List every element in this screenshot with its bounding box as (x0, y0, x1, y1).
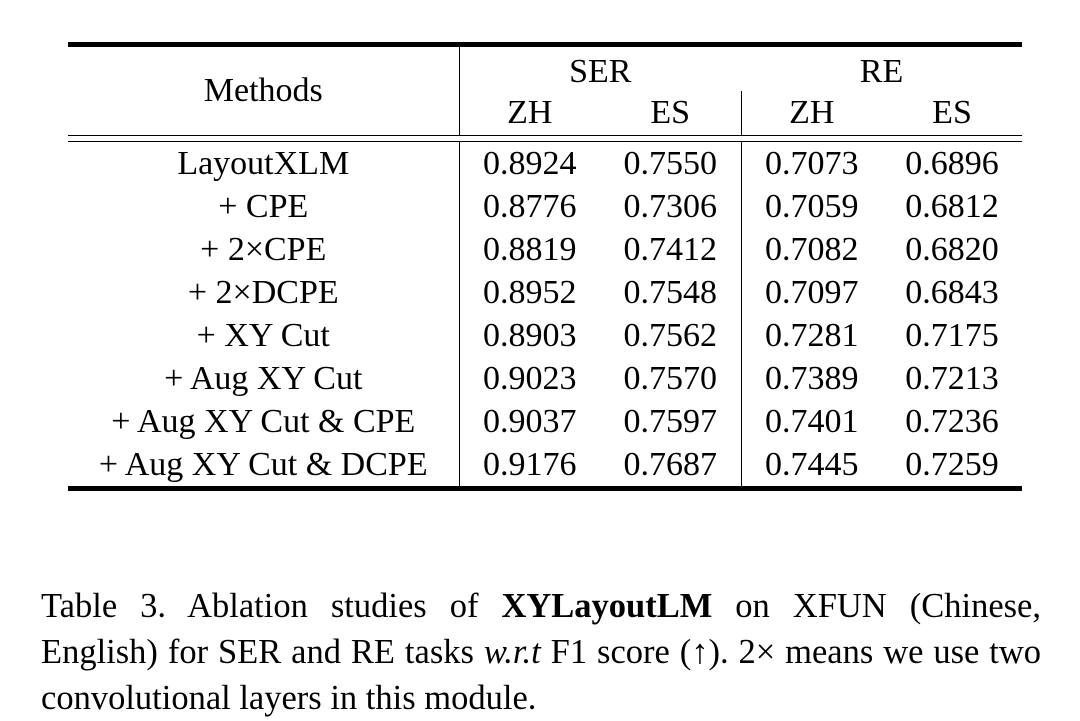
caption-wrt: w.r.t (483, 632, 541, 671)
score-cell: 0.7401 (741, 400, 882, 443)
caption-model-name: XYLayoutLM (501, 586, 713, 625)
score-cell: 0.7445 (741, 443, 882, 486)
method-cell: + 2×DCPE (187, 274, 339, 311)
score-cell: 0.7213 (905, 360, 999, 397)
score-cell: 0.6820 (905, 231, 999, 268)
score-cell: 0.6896 (905, 145, 999, 182)
score-cell: 0.7059 (741, 185, 882, 228)
score-cell: 0.8819 (459, 228, 600, 271)
re-zh-header: ZH (741, 91, 882, 135)
score-cell: 0.7175 (905, 317, 999, 354)
results-table (68, 47, 1022, 135)
score-cell: 0.6812 (905, 188, 999, 225)
score-cell: 0.8924 (459, 142, 600, 185)
table-row (68, 142, 1022, 185)
score-cell: 0.7548 (623, 274, 717, 311)
ablation-table (68, 42, 1022, 491)
re-es-header: ES (932, 94, 972, 131)
table-caption (41, 583, 1041, 721)
table-row (68, 185, 1022, 228)
score-cell: 0.7306 (623, 188, 717, 225)
score-cell: 0.7389 (741, 357, 882, 400)
score-cell: 0.7236 (905, 403, 999, 440)
score-cell: 0.7687 (623, 446, 717, 483)
score-cell: 0.7073 (741, 142, 882, 185)
re-group-header: RE (859, 53, 904, 90)
score-cell: 0.7562 (623, 317, 717, 354)
header-double-rule (68, 135, 1022, 142)
ser-zh-header: ZH (459, 91, 600, 135)
method-cell: + Aug XY Cut (164, 360, 363, 397)
score-cell: 0.6843 (905, 274, 999, 311)
score-cell: 0.7281 (741, 314, 882, 357)
method-cell: + Aug XY Cut & DCPE (98, 446, 428, 483)
results-body (68, 142, 1022, 486)
score-cell: 0.7082 (741, 228, 882, 271)
methods-header: Methods (203, 72, 323, 109)
ser-group-header: SER (459, 47, 741, 91)
score-cell: 0.7412 (623, 231, 717, 268)
score-cell: 0.8903 (459, 314, 600, 357)
table-row (68, 357, 1022, 400)
score-cell: 0.7570 (623, 360, 717, 397)
score-cell: 0.9176 (459, 443, 600, 486)
table-row (68, 400, 1022, 443)
method-cell: + Aug XY Cut & CPE (111, 403, 416, 440)
method-cell: + XY Cut (196, 317, 330, 354)
score-cell: 0.7097 (741, 271, 882, 314)
score-cell: 0.7550 (623, 145, 717, 182)
score-cell: 0.8952 (459, 271, 600, 314)
score-cell: 0.9037 (459, 400, 600, 443)
method-cell: + 2×CPE (200, 231, 327, 268)
caption-suffix: F1 score (↑). 2× means we use two convolutional layers in this module. (41, 632, 1041, 717)
caption-middle: on XFUN (Chinese, English) for SER and RE tasks (41, 586, 1041, 671)
score-cell: 0.9023 (459, 357, 600, 400)
table-row (68, 271, 1022, 314)
score-cell: 0.7597 (623, 403, 717, 440)
score-cell: 0.7259 (905, 446, 999, 483)
table-row (68, 228, 1022, 271)
score-cell: 0.8776 (459, 185, 600, 228)
table-row (68, 443, 1022, 486)
method-cell: + CPE (218, 188, 309, 225)
ser-es-header: ES (650, 94, 691, 131)
bottom-rule (68, 486, 1022, 491)
method-cell: LayoutXLM (177, 145, 350, 182)
caption-prefix: Table 3. Ablation studies of (41, 586, 502, 625)
table-row (68, 314, 1022, 357)
